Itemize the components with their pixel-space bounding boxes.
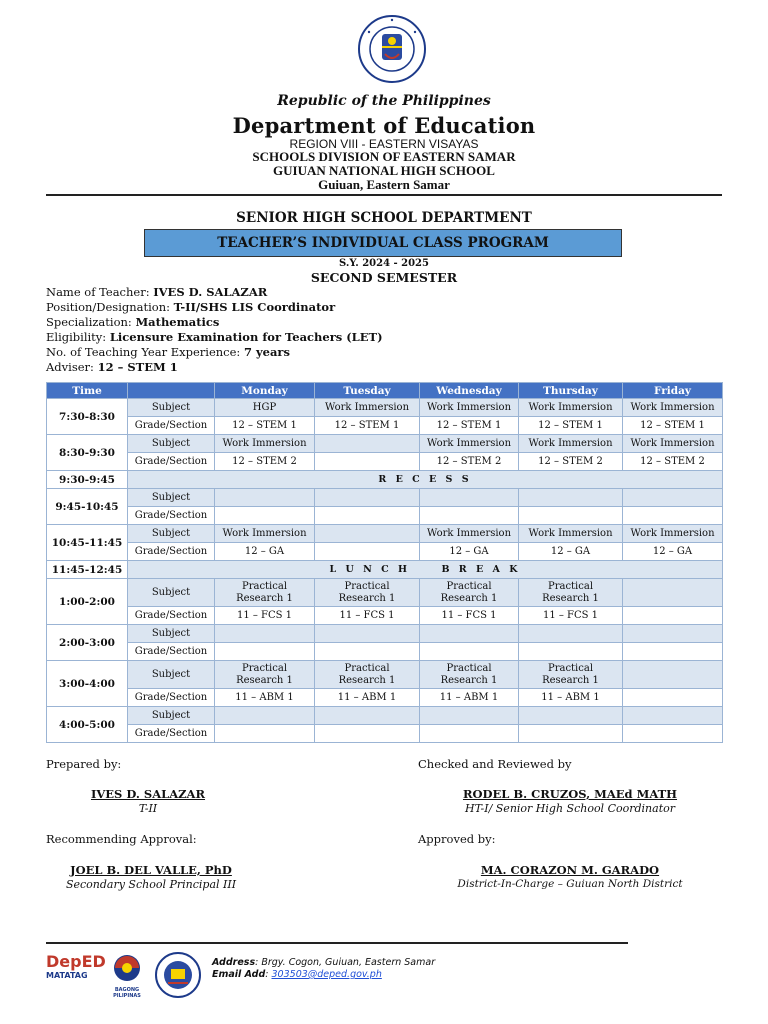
matatag-wordmark: MATATAG: [46, 971, 88, 980]
section-row: [47, 417, 723, 435]
bagong-pilipinas-logo: [104, 953, 150, 999]
deped-wordmark: DepED: [46, 952, 106, 971]
section-cell: [623, 725, 723, 743]
eligibility-value: Licensure Examination for Teachers (LET): [109, 330, 383, 344]
time-cell: 4:00-5:00: [47, 707, 128, 743]
table-header-row: [47, 383, 723, 399]
header-wednesday: Wednesday: [420, 383, 519, 399]
school-line: GUIUAN NATIONAL HIGH SCHOOL: [273, 163, 495, 178]
shs-department-title: SENIOR HIGH SCHOOL DEPARTMENT: [236, 210, 532, 226]
subject-cell: [215, 707, 315, 725]
header-time: Time: [47, 383, 128, 399]
section-cell: [519, 725, 623, 743]
section-cell: 11 – ABM 1: [519, 689, 623, 707]
subject-cell: [623, 579, 723, 607]
subject-cell: [315, 625, 420, 643]
lunch-break-cell: L U N C H B R E A K: [128, 561, 723, 579]
subject-cell: Practical Research 1: [519, 661, 623, 689]
subject-cell: [315, 435, 420, 453]
subject-cell: Work Immersion: [623, 435, 723, 453]
approved-name: MA. CORAZON M. GARADO: [480, 863, 660, 877]
subject-label: Subject: [128, 525, 215, 543]
subject-cell: Practical Research 1: [519, 579, 623, 607]
department-heading: Department of Education: [232, 113, 536, 138]
recess-cell: R E C E S S: [128, 471, 723, 489]
section-cell: 12 – STEM 2: [519, 453, 623, 471]
school-seal-logo: [154, 951, 202, 999]
subject-cell: [315, 525, 420, 543]
subject-label: Subject: [128, 435, 215, 453]
class-program-banner: TEACHER’S INDIVIDUAL CLASS PROGRAM: [144, 229, 622, 257]
section-cell: 12 – STEM 2: [215, 453, 315, 471]
section-cell: [623, 607, 723, 625]
subject-row: [47, 399, 723, 417]
email-line: Email Add: 303503@deped.gov.ph: [212, 969, 382, 980]
section-cell: [215, 643, 315, 661]
section-cell: [420, 725, 519, 743]
break-row: [47, 561, 723, 579]
subject-cell: Practical Research 1: [420, 579, 519, 607]
table-body: [47, 399, 723, 743]
section-row: [47, 689, 723, 707]
subject-cell: [315, 707, 420, 725]
subject-cell: [215, 625, 315, 643]
prepared-title: T-II: [138, 802, 158, 815]
teacher-name-line: Name of Teacher: IVES D. SALAZAR: [46, 285, 268, 299]
grade-section-label: Grade/Section: [128, 453, 215, 471]
subject-cell: [420, 707, 519, 725]
subject-cell: [420, 489, 519, 507]
time-cell: 11:45-12:45: [47, 561, 128, 579]
subject-row: [47, 525, 723, 543]
time-cell: 8:30-9:30: [47, 435, 128, 471]
subject-cell: [519, 707, 623, 725]
header-monday: Monday: [215, 383, 315, 399]
section-cell: 12 – STEM 1: [215, 417, 315, 435]
teacher-info: [46, 285, 383, 375]
adviser-value: 12 – STEM 1: [97, 360, 178, 374]
section-cell: 12 – GA: [623, 543, 723, 561]
header-thursday: Thursday: [519, 383, 623, 399]
division-line: SCHOOLS DIVISION OF EASTERN SAMAR: [252, 149, 516, 164]
section-cell: [215, 507, 315, 525]
section-row: [47, 507, 723, 525]
recommending-name: JOEL B. DEL VALLE, PhD: [70, 863, 232, 877]
subject-cell: Practical Research 1: [315, 579, 420, 607]
subject-cell: [519, 489, 623, 507]
class-program-table: [46, 382, 723, 743]
grade-section-label: Grade/Section: [128, 417, 215, 435]
subject-cell: Practical Research 1: [420, 661, 519, 689]
subject-row: [47, 435, 723, 453]
section-cell: [315, 453, 420, 471]
subject-cell: Work Immersion: [215, 435, 315, 453]
recommending-title: Secondary School Principal III: [65, 878, 237, 891]
deped-matatag-logo: [46, 952, 106, 995]
section-cell: 12 – STEM 1: [623, 417, 723, 435]
subject-cell: [623, 707, 723, 725]
bagong-pilipinas-icon: [111, 953, 143, 983]
subject-label: Subject: [128, 489, 215, 507]
time-cell: 9:45-10:45: [47, 489, 128, 525]
subject-cell: Practical Research 1: [215, 579, 315, 607]
bagong-pilipinas-text: BAGONG PILIPINAS: [113, 987, 141, 999]
section-cell: [420, 643, 519, 661]
grade-section-label: Grade/Section: [128, 543, 215, 561]
teacher-name: IVES D. SALAZAR: [153, 285, 268, 299]
section-cell: 11 – ABM 1: [215, 689, 315, 707]
subject-label: Subject: [128, 707, 215, 725]
section-cell: 12 – GA: [420, 543, 519, 561]
subject-label: Subject: [128, 579, 215, 607]
grade-section-label: Grade/Section: [128, 725, 215, 743]
specialization-value: Mathematics: [135, 315, 220, 329]
header-tuesday: Tuesday: [315, 383, 420, 399]
subject-cell: [519, 625, 623, 643]
town-line: Guiuan, Eastern Samar: [318, 177, 450, 192]
eligibility-line: Eligibility: Licensure Examination for Teachers (LET): [46, 330, 383, 344]
subject-label: Subject: [128, 399, 215, 417]
experience-line: No. of Teaching Year Experience: 7 years: [46, 345, 290, 359]
section-cell: 11 – ABM 1: [420, 689, 519, 707]
subject-cell: Practical Research 1: [315, 661, 420, 689]
adviser-line: Adviser: 12 – STEM 1: [46, 360, 178, 374]
subject-cell: HGP: [215, 399, 315, 417]
subject-cell: Practical Research 1: [215, 661, 315, 689]
section-cell: [519, 507, 623, 525]
subject-row: [47, 661, 723, 689]
section-cell: 12 – STEM 1: [315, 417, 420, 435]
time-cell: 9:30-9:45: [47, 471, 128, 489]
subject-cell: Work Immersion: [215, 525, 315, 543]
time-cell: 10:45-11:45: [47, 525, 128, 561]
section-cell: 11 – FCS 1: [420, 607, 519, 625]
section-row: [47, 607, 723, 625]
section-cell: [315, 725, 420, 743]
footer-contact: [212, 957, 435, 981]
deped-seal-logo: [357, 14, 427, 92]
section-cell: [315, 543, 420, 561]
position-value: T-II/SHS LIS Coordinator: [173, 300, 336, 314]
subject-label: Subject: [128, 661, 215, 689]
grade-section-label: Grade/Section: [128, 507, 215, 525]
section-cell: 11 – FCS 1: [215, 607, 315, 625]
checked-title: HT-I/ Senior High School Coordinator: [465, 802, 675, 815]
header-friday: Friday: [623, 383, 723, 399]
section-cell: 12 – STEM 2: [623, 453, 723, 471]
subject-cell: Work Immersion: [623, 525, 723, 543]
section-cell: [519, 643, 623, 661]
subject-cell: Work Immersion: [623, 399, 723, 417]
section-cell: [623, 507, 723, 525]
subject-row: [47, 707, 723, 725]
section-cell: 12 – GA: [215, 543, 315, 561]
time-cell: 7:30-8:30: [47, 399, 128, 435]
address-line: Address: Brgy. Cogon, Guiuan, Eastern Samar: [212, 957, 436, 968]
subject-label: Subject: [128, 625, 215, 643]
section-cell: 11 – FCS 1: [519, 607, 623, 625]
subject-row: [47, 489, 723, 507]
section-cell: 12 – STEM 2: [420, 453, 519, 471]
recommending-label: Recommending Approval:: [46, 832, 197, 846]
section-row: [47, 643, 723, 661]
subject-cell: [315, 489, 420, 507]
section-cell: [315, 643, 420, 661]
checked-name: RODEL B. CRUZOS, MAEd MATH: [462, 787, 678, 801]
section-row: [47, 543, 723, 561]
approved-title: District-In-Charge – Guiuan North District: [457, 878, 683, 890]
republic-heading: Republic of the Philippines: [277, 93, 491, 109]
checked-label: Checked and Reviewed by: [418, 757, 572, 771]
section-cell: [420, 507, 519, 525]
section-cell: 12 – GA: [519, 543, 623, 561]
position-line: Position/Designation: T-II/SHS LIS Coordinator: [46, 300, 336, 314]
subject-cell: [623, 625, 723, 643]
school-year: S.Y. 2024 - 2025: [339, 258, 429, 269]
prepared-name: IVES D. SALAZAR: [90, 787, 206, 801]
subject-cell: [623, 489, 723, 507]
section-cell: 12 – STEM 1: [519, 417, 623, 435]
prepared-label: Prepared by:: [46, 757, 122, 771]
subject-cell: Work Immersion: [519, 525, 623, 543]
semester: SECOND SEMESTER: [310, 270, 458, 285]
section-cell: [623, 689, 723, 707]
section-cell: [315, 507, 420, 525]
section-row: [47, 725, 723, 743]
subject-cell: [420, 625, 519, 643]
break-row: [47, 471, 723, 489]
grade-section-label: Grade/Section: [128, 643, 215, 661]
time-cell: 2:00-3:00: [47, 625, 128, 661]
subject-cell: Work Immersion: [519, 435, 623, 453]
subject-cell: Work Immersion: [420, 525, 519, 543]
header-blank: [128, 383, 215, 399]
section-cell: 11 – FCS 1: [315, 607, 420, 625]
subject-cell: [623, 661, 723, 689]
section-cell: 12 – STEM 1: [420, 417, 519, 435]
section-cell: [215, 725, 315, 743]
approved-label: Approved by:: [418, 832, 496, 846]
subject-cell: Work Immersion: [519, 399, 623, 417]
subject-cell: Work Immersion: [420, 435, 519, 453]
subject-cell: Work Immersion: [420, 399, 519, 417]
grade-section-label: Grade/Section: [128, 689, 215, 707]
subject-cell: [215, 489, 315, 507]
experience-value: 7 years: [243, 345, 290, 359]
section-cell: [623, 643, 723, 661]
section-cell: 11 – ABM 1: [315, 689, 420, 707]
region-line: REGION VIII - EASTERN VISAYAS: [289, 137, 479, 151]
email-link[interactable]: 303503@deped.gov.ph: [271, 969, 382, 980]
subject-cell: Work Immersion: [315, 399, 420, 417]
grade-section-label: Grade/Section: [128, 607, 215, 625]
footer-divider: [46, 942, 628, 944]
specialization-line: Specialization: Mathematics: [46, 315, 220, 329]
time-cell: 1:00-2:00: [47, 579, 128, 625]
section-row: [47, 453, 723, 471]
subject-row: [47, 579, 723, 607]
subject-row: [47, 625, 723, 643]
time-cell: 3:00-4:00: [47, 661, 128, 707]
header-divider: [46, 194, 722, 196]
